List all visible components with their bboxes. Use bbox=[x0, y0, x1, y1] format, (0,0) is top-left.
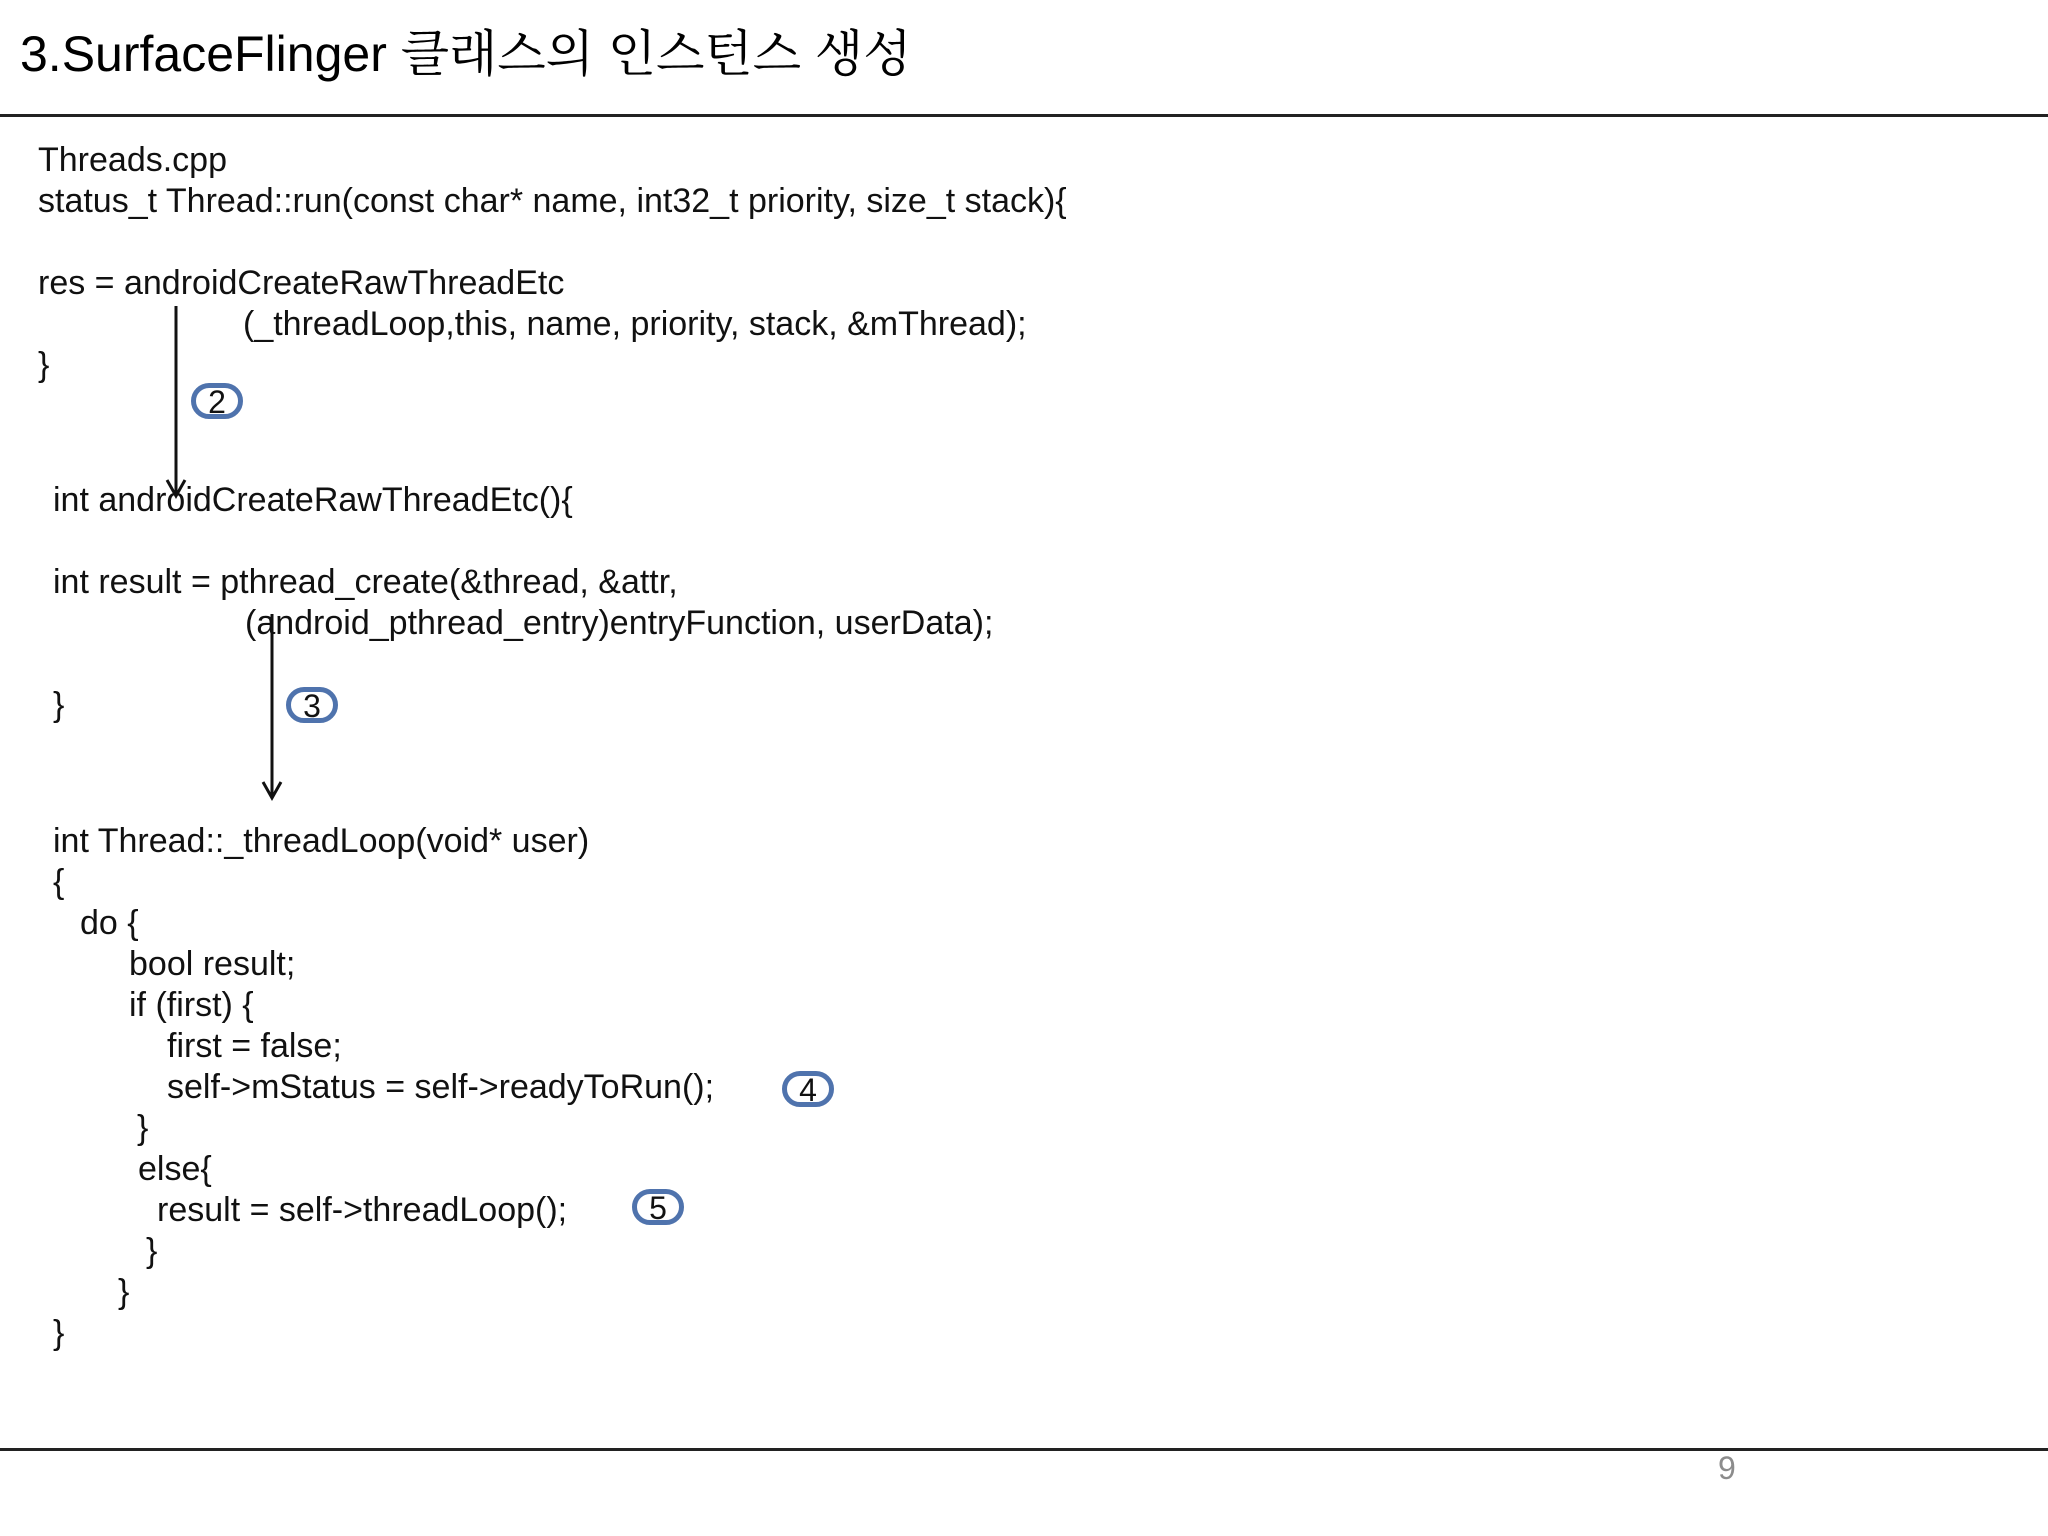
code-line: status_t Thread::run(const char* name, int32_t priority, size_t stack){ bbox=[38, 182, 1067, 220]
code-line: } bbox=[38, 346, 50, 384]
code-line: self->mStatus = self->readyToRun(); bbox=[167, 1068, 715, 1106]
step-marker-5: 5 bbox=[632, 1189, 684, 1225]
footer-divider bbox=[0, 1448, 2048, 1451]
code-line: } bbox=[118, 1273, 130, 1311]
page-number: 9 bbox=[1718, 1450, 1736, 1486]
code-line: (_threadLoop,this, name, priority, stack, &mThread); bbox=[243, 305, 1027, 343]
code-line: } bbox=[53, 686, 65, 724]
slide-title: 3.SurfaceFlinger 클래스의 인스턴스 생성 bbox=[20, 26, 912, 82]
code-line: result = self->threadLoop(); bbox=[157, 1191, 568, 1229]
code-line: } bbox=[137, 1109, 149, 1147]
code-line: int Thread::_threadLoop(void* user) bbox=[53, 822, 590, 860]
code-line: int androidCreateRawThreadEtc(){ bbox=[53, 481, 573, 519]
step-marker-2: 2 bbox=[191, 383, 243, 419]
title-divider bbox=[0, 114, 2048, 117]
code-line: else{ bbox=[138, 1150, 212, 1188]
step-marker-3: 3 bbox=[286, 687, 338, 723]
step-marker-4: 4 bbox=[782, 1071, 834, 1107]
code-line: bool result; bbox=[129, 945, 296, 983]
code-line: do { bbox=[80, 904, 139, 942]
code-line: } bbox=[53, 1314, 65, 1352]
code-line: } bbox=[146, 1232, 158, 1270]
code-line: if (first) { bbox=[129, 986, 254, 1024]
code-line: first = false; bbox=[167, 1027, 342, 1065]
code-line: { bbox=[53, 863, 65, 901]
code-line: res = androidCreateRawThreadEtc bbox=[38, 264, 565, 302]
code-filename: Threads.cpp bbox=[38, 141, 227, 179]
code-line: int result = pthread_create(&thread, &attr, bbox=[53, 563, 678, 601]
code-line: (android_pthread_entry)entryFunction, userData); bbox=[245, 604, 994, 642]
